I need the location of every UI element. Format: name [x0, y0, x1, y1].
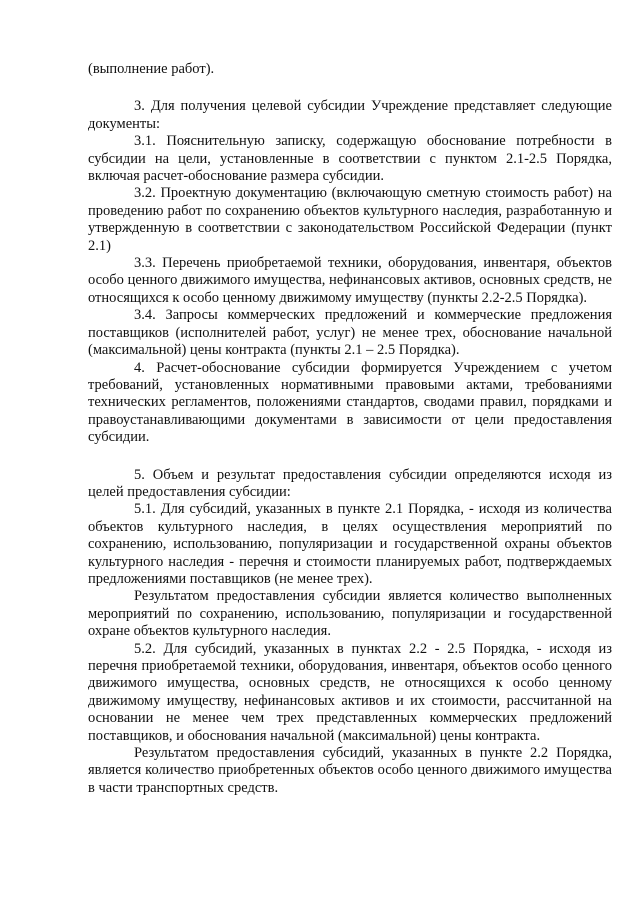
paragraph-5-1: 5.1. Для субсидий, указанных в пункте 2.1 Порядка, - исходя из количества объектов культурного наследия, в целях осуществления мероприятий по сохранению, использованию, популяризации и государственной охраны объектов культурного наследия - перечня и стоимости планируемых работ, подтверждаемых предложениями поставщиков (не менее трех).: [88, 501, 612, 587]
paragraph-3-3: 3.3. Перечень приобретаемой техники, оборудования, инвентаря, объектов особо ценного движимого имущества, нефинансовых активов, основных средств, не относящихся к особо ценному движимому имуществу (пункты 2.2-2.5 Порядка).: [88, 255, 612, 306]
paragraph-3-4: 3.4. Запросы коммерческих предложений и коммерческие предложения поставщиков (исполнителей работ, услуг) не менее трех, обоснование начальной (максимальной) цены контракта (пункты 2.1 – 2.5 Порядка).: [88, 307, 612, 359]
document-body: [88, 61, 612, 797]
paragraph-4: 4. Расчет-обоснование субсидии формируется Учреждением с учетом требований, установленных нормативными правовыми актами, требованиями технических регламентов, положениями стандартов, сводами правил, порядками и правоустанавливающими документами в зависимости от цели предоставления субсидии.: [88, 359, 612, 446]
paragraph-result-5-1: Результатом предоставления субсидии является количество выполненных мероприятий по сохранению, использованию, популяризации и государственной охране объектов культурного наследия.: [88, 588, 612, 640]
paragraph-5: 5. Объем и результат предоставления субсидии определяются исходя из целей предоставления субсидии:: [88, 466, 612, 500]
paragraph-3-2: 3.2. Проектную документацию (включающую сметную стоимость работ) на проведению работ по сохранению объектов культурного наследия, разработанную и утвержденную в соответствии с законодательством Российской Федерации (пункт 2.1): [88, 185, 612, 254]
paragraph-work-completion: (выполнение работ).: [88, 61, 215, 77]
paragraph-3-1: 3.1. Пояснительную записку, содержащую обоснование потребности в субсидии на цели, установленные в соответствии с пунктом 2.1-2.5 Порядка, включая расчет-обоснование размера субсидии.: [88, 133, 612, 185]
paragraph-5-2: 5.2. Для субсидий, указанных в пунктах 2.2 - 2.5 Порядка, - исходя из перечня приобретаемой техники, оборудования, инвентаря, объектов особо ценного движимого имущества, основных средств, не относящихся к особо ценному движимому имуществу, нефинансовых активов и их стоимости, рассчитанной на основании не менее чем трех представленных коммерческих предложений поставщиков, и обоснования начальной (максимальной) цены контракта.: [88, 640, 612, 744]
paragraph-3: 3. Для получения целевой субсидии Учреждение представляет следующие документы:: [88, 98, 612, 132]
paragraph-result-5-2: Результатом предоставления субсидий, указанных в пункте 2.2 Порядка, является количество приобретенных объектов особо ценного движимого имущества в части транспортных средств.: [88, 745, 612, 796]
